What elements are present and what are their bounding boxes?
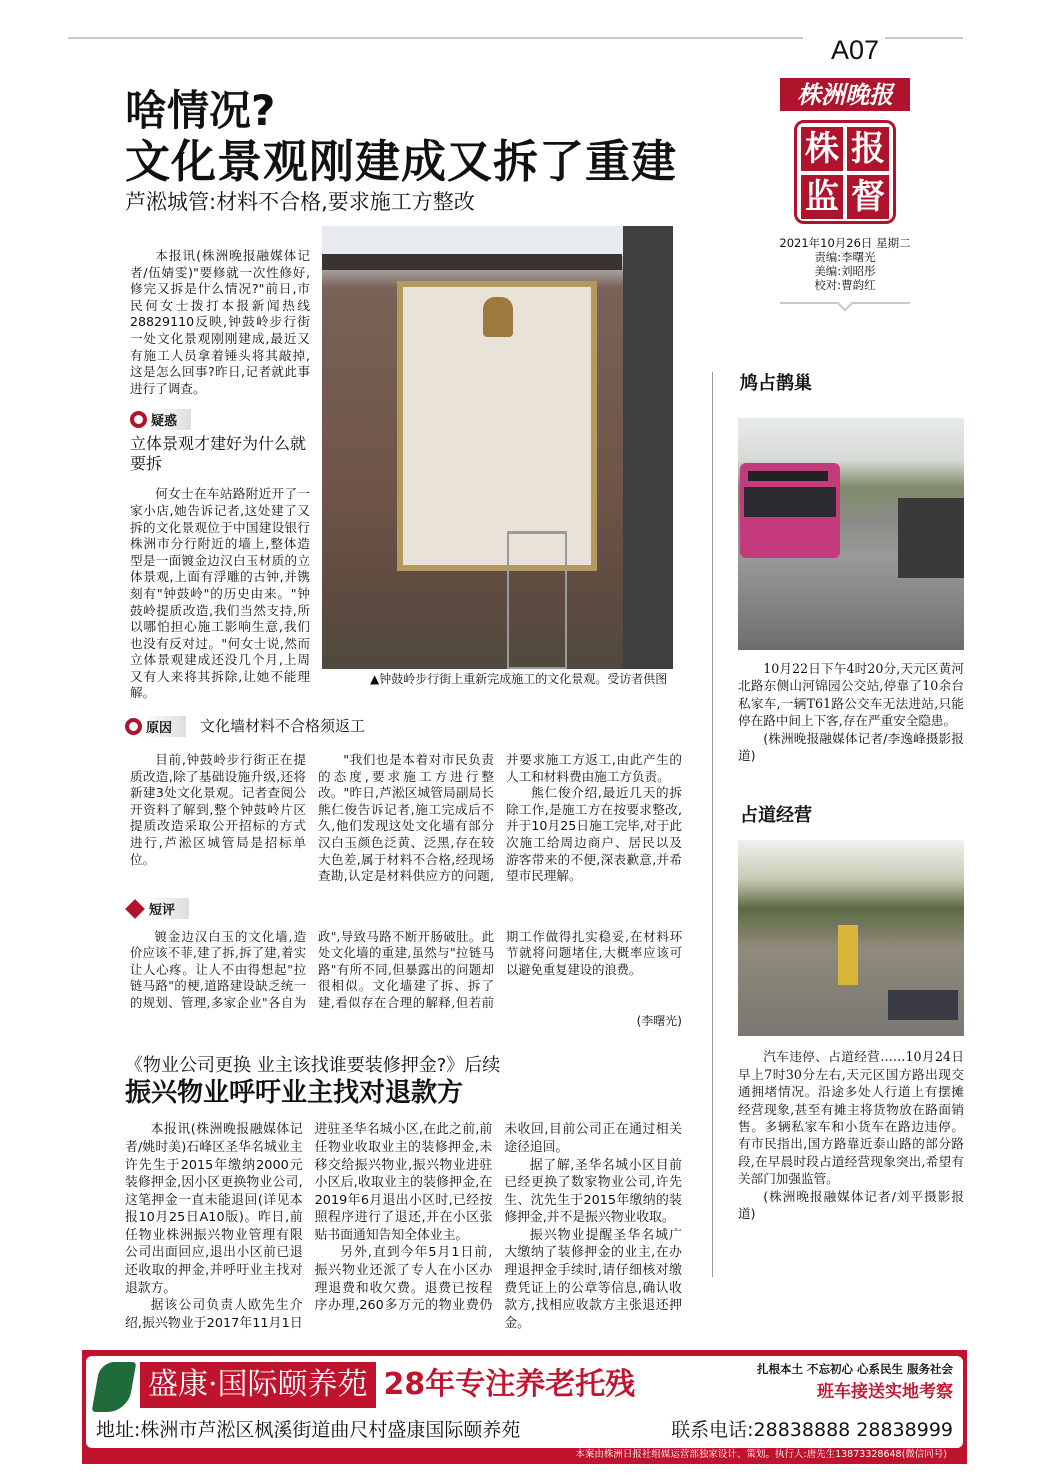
section2-columns xyxy=(130,752,682,885)
article-subtitle: 芦淞城管:材料不合格,要求施工方整改 xyxy=(125,190,475,214)
scaffold xyxy=(507,531,567,669)
masthead xyxy=(755,34,935,314)
badge-label: 短评 xyxy=(147,898,189,919)
ad-address: 地址:株洲市芦淞区枫溪街道曲尺村盛康国际颐养苑 xyxy=(96,1419,521,1441)
main-content xyxy=(125,86,682,1332)
ring-icon xyxy=(130,411,147,428)
ad-service: 班车接送实地考察 xyxy=(817,1382,953,1402)
left-column xyxy=(130,226,310,702)
section-badge-comment xyxy=(125,899,682,919)
badge-label: 原因 xyxy=(144,716,186,737)
ad-phone: 联系电话:28838888 28838999 xyxy=(671,1419,953,1441)
building-side xyxy=(623,226,673,669)
diamond-icon xyxy=(125,899,145,919)
supervision-seal xyxy=(794,120,896,224)
masthead-credits xyxy=(755,236,935,292)
sidebar-divider xyxy=(712,372,713,1277)
section-body xyxy=(130,486,310,702)
paragraph: 10月22日下午4时20分,天元区黄河北路东侧山河锦园公交站,停靠了10余台私家车,一辆T61路公交车无法进站,只能停在路中间上下客,存在严重安全隐患。 xyxy=(738,661,964,729)
sidebar-story-title: 占道经营 xyxy=(740,805,812,827)
issue-date: 2021年10月26日 星期二 xyxy=(779,236,911,250)
section-title: 立体景观才建好为什么就要拆 xyxy=(130,434,307,474)
sidebar-story-text xyxy=(738,660,964,764)
bus-window xyxy=(744,487,836,517)
article2-headline: 振兴物业呼吁业主找对退款方 xyxy=(125,1078,464,1109)
lead-paragraph: 本报讯(株洲晚报融媒体记者/伍婧雯)"要修就一次性修好,修完又拆是什么情况?"前日,市民何女士拨打本报新闻热线28829110反映,钟鼓岭步行街一处文化景观刚刚建成,最近又有施工人员拿着锤头将其敲掉,这是怎么回事?昨日,记者就此事进行了调查。 xyxy=(130,248,310,396)
parked-cars xyxy=(898,498,964,578)
seal-char: 督 xyxy=(847,175,889,219)
sidebar xyxy=(738,372,964,1223)
plaque xyxy=(397,281,597,571)
article2-kicker: 《物业公司更换 业主该找谁要装修押金?》后续 xyxy=(125,1055,501,1077)
paper-logo: 株洲晚报 xyxy=(780,78,910,111)
paragraph: 振兴物业提醒圣华名城广大缴纳了装修押金的业主,在办理退押金手续时,请仔细核对缴费凭证上的公章等信息,确认收款方,找相应收款方主张退还押金。 xyxy=(504,1227,682,1331)
section-title: 文化墙材料不合格须返工 xyxy=(200,717,366,736)
ad-brand: 盛康·国际颐养苑 xyxy=(140,1362,376,1408)
paragraph: 另外,直到今年5月1日前,振兴物业还派了专人在小区办理退费和收欠费。退费已按程序办理,260多万元的物业费仍未收回,目前公司正在通过相关途径追回。 xyxy=(314,1122,682,1314)
ad-right-block xyxy=(643,1362,953,1403)
editor-credit: 责编:李曙光 xyxy=(814,250,876,264)
ad-inner xyxy=(86,1356,963,1448)
paragraph: 熊仁俊介绍,最近几天的拆除工作,是施工方在按要求整改,并于10月25日施工完毕,对于此次施工给周边商户、居民以及游客带来的不便,深表歉意,并希望市民理解。 xyxy=(506,785,682,884)
hand-logo-icon xyxy=(92,1362,137,1412)
paragraph: 汽车违停、占道经营……10月24日早上7时30分左右,天元区国方路出现交通拥堵情况。沿途多处人行道上有摆摊经营现象,甚至有摊主将货物放在路面销售。多辆私家车和小货车在路边违停。有市民指出,国方路靠近泰山路的部分路段,在早晨时段占道经营现象突出,希望有关部门加强监管。 xyxy=(738,1049,964,1187)
masthead-divider xyxy=(780,302,910,314)
paragraph: 本报讯(株洲晚报融媒体记者/姚时美)石峰区圣华名城业主许先生于2015年缴纳2000元装修押金,因小区更换物业公司,这笔押金一直未能退回(详见本报10月25日A10版)。昨日,前任物业株洲振兴物业管理有限公司出面回应,退出小区前已退还收取的押金,并呼吁业主找对退款方。 xyxy=(125,1122,303,1296)
section-badge-reason xyxy=(125,716,186,736)
chevron-down-icon xyxy=(837,295,854,312)
top-rule-left xyxy=(68,37,803,39)
ad-slogan: 28年专注养老托残 xyxy=(383,1367,636,1402)
photo-credit: (株洲晚报融媒体记者/刘平摄影报道) xyxy=(738,1188,964,1222)
comment-body xyxy=(130,929,682,1012)
ad-bottom-row xyxy=(96,1418,953,1442)
section-badge-doubt xyxy=(130,409,310,429)
designer-credit: 美编:刘昭彤 xyxy=(814,264,876,278)
page-number: A07 xyxy=(830,35,880,65)
pedestrian xyxy=(838,925,858,985)
seal-char: 监 xyxy=(801,175,843,219)
street-vendor-photo xyxy=(738,840,964,1036)
roof-eave xyxy=(322,254,622,270)
paragraph: 何女士在车站路附近开了一家小店,她告诉记者,这处建了又拆的文化景观位于中国建设银行株洲市分行附近的墙上,整体造型是一面镀金边汉白玉材质的立体景观,上面有浮雕的古钟,并镌刻有"钟鼓岭"的历史由来。"钟鼓岭提质改造,我们当然支持,所以哪怕担心施工影响生意,我们也没有反对过。"何女士说,然而立体景观建成还没几个月,上周又有人来将其拆除,让她不能理解。 xyxy=(130,486,310,701)
ad-top-row xyxy=(96,1362,953,1412)
proofreader-credit: 校对:曹韵红 xyxy=(814,278,876,292)
bell-relief xyxy=(483,297,513,337)
section2-header xyxy=(125,716,682,736)
advertisement[interactable] xyxy=(82,1350,967,1464)
paragraph: 据了解,圣华名城小区目前已经更换了数家物业公司,许先生、沈先生于2015年缴纳的装修押金,并不是振兴物业收取。 xyxy=(504,1157,682,1226)
bus-stop-photo xyxy=(738,418,964,650)
article-lead xyxy=(130,248,310,397)
sidebar-story-title: 鸠占鹊巢 xyxy=(740,373,812,394)
seal-char: 报 xyxy=(847,127,889,171)
landscape-wall-photo xyxy=(322,226,673,669)
paragraph: 目前,钟鼓岭步行街正在提质改造,除了基础设施升级,还将新建3处文化景观。记者查阅公开资料了解到,整个钟鼓岭片区提质改造采取公开招标的方式进行,芦淞区城管局是招标单位。 xyxy=(130,752,306,867)
photo-credit: (株洲晚报融媒体记者/李逸峰摄影报道) xyxy=(738,730,964,764)
photo-caption: ▲钟鼓岭步行街上重新完成施工的文化景观。受访者供图 xyxy=(370,672,668,686)
comment-author: (李曙光) xyxy=(636,1014,682,1029)
paragraph: 镀金边汉白玉的文化墙,造价应该不菲,建了拆,拆了建,着实让人心疼。让人不由得想起"拉链马路"的梗,道路建设缺乏统一的规划、管理,多家企业"各自为政",导致马路不断开肠破肚。此处文化墙的重建,虽然与"拉链马路"有所不同,但暴露出的问题却很相似。文化墙建了拆、拆了建,看似存在合理的解释,但若前期工作做得扎实稳妥,在材料环节就将问题堵住,大概率应该可以避免重复建设的浪费。 xyxy=(130,929,682,1010)
article1-top-row xyxy=(125,226,682,702)
badge-label: 疑惑 xyxy=(149,409,191,430)
photo-block xyxy=(322,226,673,687)
paragraph: "我们也是本着对市民负责的态度,要求施工方进行整改。"昨日,芦淞区城管局副局长熊仁俊告诉记者,施工完成后不久,他们发现这处文化墙有部分汉白玉颜色泛黄、泛黑,存在较大色差,属于材料不合格,经现场查勘,认定是材料供应方的问题,并要求施工方返工,由此产生的人工和材料费由施工方负责。 xyxy=(318,752,682,884)
bus-sign xyxy=(748,471,828,481)
seal-char: 株 xyxy=(801,127,843,171)
ad-footer: 本案由株洲日报社组媒运营部独家设计、策划。执行人:唐先生13873328648(微信同号) xyxy=(575,1449,947,1460)
ad-tagline: 扎根本土 不忘初心 心系民生 服务社会 xyxy=(756,1362,953,1376)
article-kicker: 啥情况? xyxy=(125,86,276,135)
ring-icon xyxy=(125,718,142,735)
sidebar-story-text xyxy=(738,1048,964,1222)
goods-on-ground xyxy=(888,990,958,1020)
sky xyxy=(322,226,673,256)
bus xyxy=(740,463,840,558)
article-headline: 文化景观刚建成又拆了重建 xyxy=(125,135,678,188)
article2-body xyxy=(125,1121,682,1332)
paragraph: 据该公司负责人欧先生介绍,振兴物业于2017年11月1日进驻圣华名城小区,在此之前,前任物业收取业主的装修押金,未移交给振兴物业,振兴物业进驻小区后,收取业主的装修押金,在2019年6月退出小区时,已经按照程序进行了退还,并在小区张贴书面通知告知全体业主。 xyxy=(125,1122,493,1331)
